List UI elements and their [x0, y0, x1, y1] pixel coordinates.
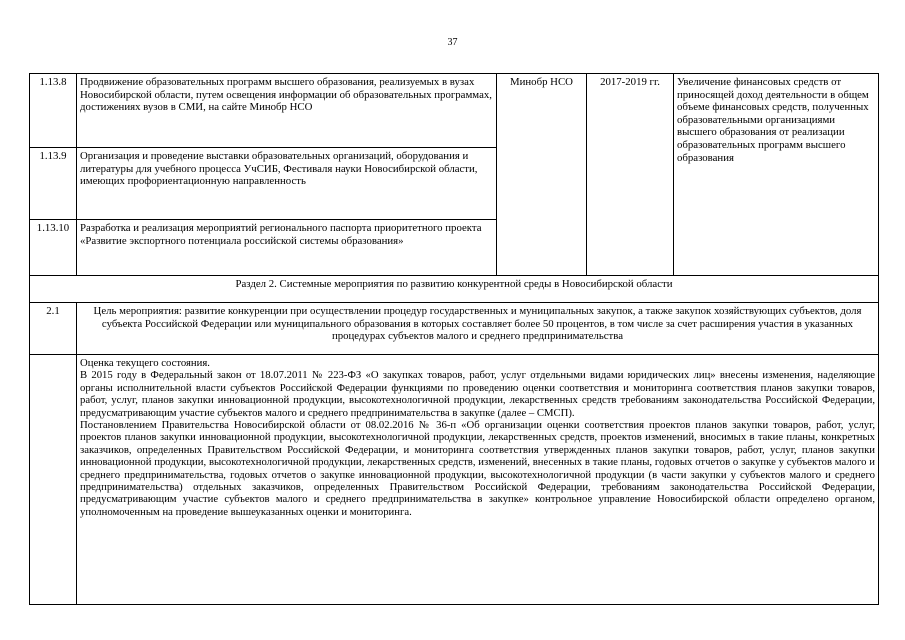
table-row — [30, 74, 879, 148]
goal-text: Цель мероприятия: развитие конкуренции при осуществлении процедур государственных и муниципальных закупок, а также закупок хозяйствующих субъектов, доля субъекта Российской Федерации или муниципального образования в которых составляет более 50 процентов, в том числе за счет расширения участия в указанных процедурах субъектов малого и среднего предпринимательства — [77, 303, 879, 355]
row-number: 1.13.8 — [30, 74, 77, 148]
row-number: 1.13.9 — [30, 148, 77, 220]
measures-table — [29, 73, 879, 605]
assessment-row — [30, 355, 879, 605]
assessment-cell — [77, 355, 879, 605]
goal-number: 2.1 — [30, 303, 77, 355]
section-title: Раздел 2. Системные мероприятия по развитию конкурентной среды в Новосибирской области — [30, 276, 879, 303]
empty-cell — [30, 355, 77, 605]
measure-text: Организация и проведение выставки образовательных организаций, оборудования и литературы для учебного процесса УчСИБ, Фестиваля науки Новосибирской области, имеющих профориентационную направленность — [77, 148, 497, 220]
measure-text: Разработка и реализация мероприятий регионального паспорта приоритетного проекта «Развитие экспортного потенциала российской системы образования» — [77, 220, 497, 276]
assessment-paragraph: В 2015 году в Федеральный закон от 18.07.2011 № 223-ФЗ «О закупках товаров, работ, услуг отдельными видами юридических лиц» внесены изменения, наделяющие органы исполнительной власти субъектов Российской Федерации функциями по проведению оценки соответствия и мониторинга соответствия планов закупки товаров, работ, услуг, планов закупки инновационной продукции, высокотехнологичной продукции, лекарственных средств требованиям законодательства Российской Федерации, предусматривающим участие субъектов малого и среднего предпринимательства в закупке (далее – СМСП). — [80, 369, 875, 419]
assessment-paragraph: Постановлением Правительства Новосибирской области от 08.02.2016 № 36-п «Об организации оценки соответствия проектов планов закупки товаров, работ, услуг, проектов планов закупки инновационной продукции, высокотехнологичной продукции, лекарственных средств, проектов изменений, вносимых в такие планы, конкретных заказчиков, определенных Правительством Российской Федерации, и мониторинга соответствия утвержденных планов закупки товаров, работ, услуг, планов закупки инновационной продукции, высокотехнологичной продукции, лекарственных средств, изменений, внесенных в такие планы, годовых отчетов о закупке у субъектов малого и среднего предпринимательства, годовых отчетов о закупке инновационной продукции, высокотехнологичной продукции (в части закупки у субъектов малого и среднего предпринимательства) отдельных заказчиков, определенных Правительством Российской Федерации, требованиям законодательства Российской Федерации, предусматривающим участие субъектов малого и среднего предпринимательства в закупке» контрольное управление Новосибирской области определено органом, уполномоченным на проведение вышеуказанных оценки и мониторинга. — [80, 419, 875, 518]
goal-row — [30, 303, 879, 355]
measure-text: Продвижение образовательных программ высшего образования, реализуемых в вузах Новосибирской области, путем освещения информации об образовательных программах, достижениях вузов в СМИ, на сайте Минобр НСО — [77, 74, 497, 148]
period-cell: 2017-2019 гг. — [587, 74, 674, 276]
result-cell: Увеличение финансовых средств от приносящей доход деятельности в общем объеме финансовых средств, полученных образовательными организациями высшего образования от реализации образовательных программ высшего образования — [674, 74, 879, 276]
section-row — [30, 276, 879, 303]
responsible-cell: Минобр НСО — [497, 74, 587, 276]
row-number: 1.13.10 — [30, 220, 77, 276]
page-number: 37 — [447, 37, 458, 48]
assessment-heading: Оценка текущего состояния. — [80, 357, 210, 369]
